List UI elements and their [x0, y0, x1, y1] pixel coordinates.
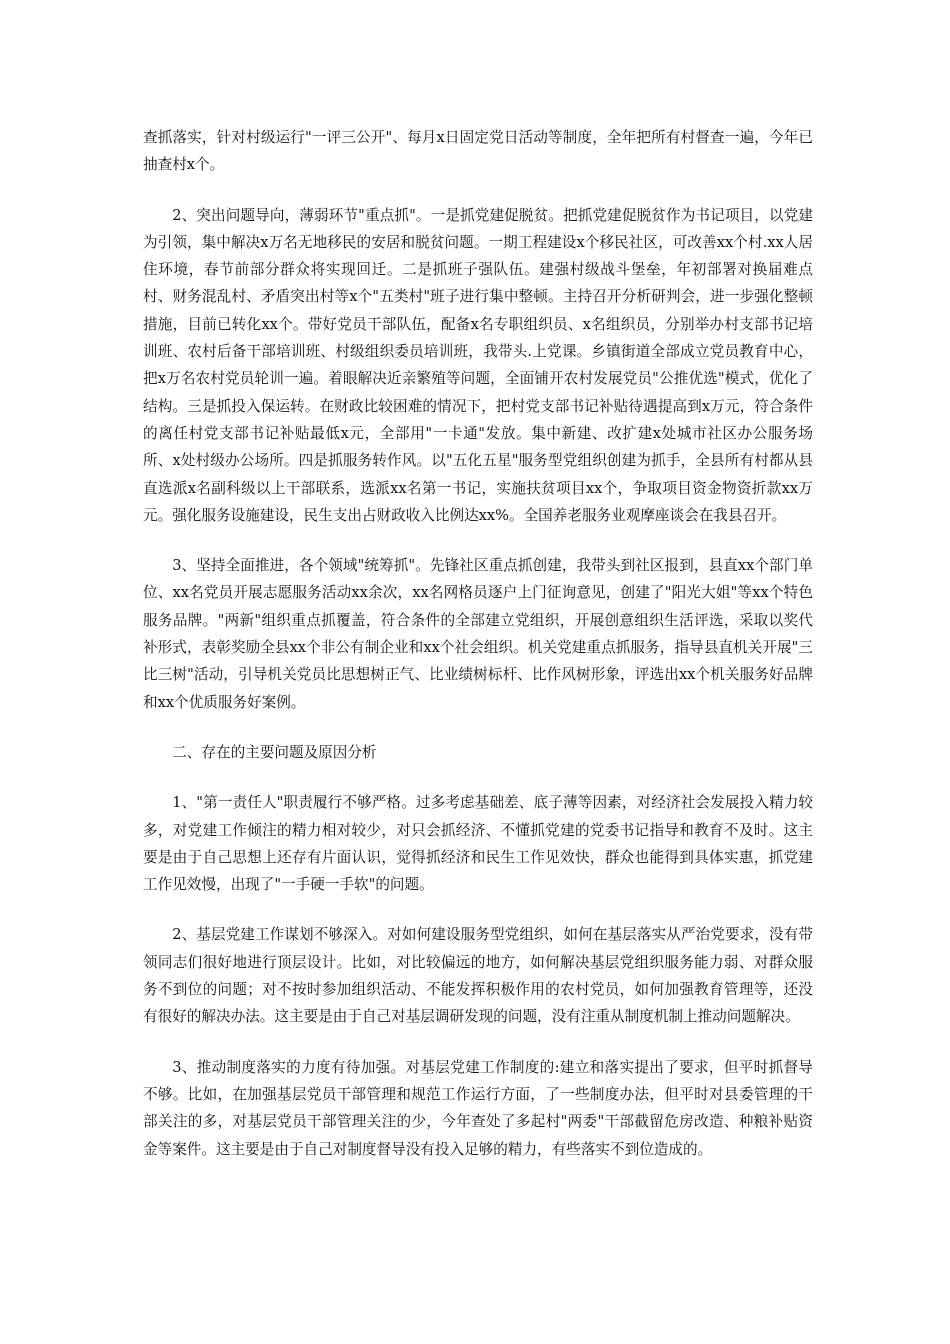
paragraph-problem-2: 2、基层党建工作谋划不够深入。对如何建设服务型党组织，如何在基层落实从严治党要求，没有带领同志们很好地进行顶层设计。比如，对比较偏远的地方，如何解决基层党组织服务能力弱、对群众服务不到位的问题；对不按时参加组织活动、不能发挥积极作用的农村党员，如何加强教育管理等，还没有很好的解决办法。这主要是由于自己对基层调研发现的问题，没有注重从制度机制上推动问题解决。 — [143, 926, 813, 1026]
document-page — [143, 124, 813, 1163]
paragraph-problem-1: 1、"第一责任人"职责履行不够严格。过多考虑基础差、底子薄等因素，对经济社会发展投入精力较多，对党建工作倾注的精力相对较少，对只会抓经济、不懂抓党建的党委书记指导和教育不及时。这主要是由于自己思想上还存有片面认识，觉得抓经济和民生工作见效快，群众也能得到具体实惠，抓党建工作见效慢，出现了"一手硬一手软"的问题。 — [143, 794, 813, 894]
paragraph-key-issues: 2、突出问题导向，薄弱环节"重点抓"。一是抓党建促脱贫。把抓党建促脱贫作为书记项目，以党建为引领，集中解决x万名无地移民的安居和脱贫问题。一期工程建设x个移民社区，可改善xx个村.xx人居住环境，春节前部分群众将实现回迁。二是抓班子强队伍。建强村级战斗堡垒，年初部署对换届难点村、财务混乱村、矛盾突出村等x个"五类村"班子进行集中整顿。主持召开分析研判会，进一步强化整顿措施，目前已转化xx个。带好党员干部队伍，配备x名专职组织员、x名组织员，分别举办村支部书记培训班、农村后备干部培训班、村级组织委员培训班，我带头.上党课。乡镇街道全部成立党员教育中心，把x万名农村党员轮训一遍。着眼解决近亲繁殖等问题，全面铺开农村发展党员"公推优选"模式，优化了结构。三是抓投入保运转。在财政比较困难的情况下，把村党支部书记补贴待遇提高到x万元，符合条件的离任村党支部书记补贴最低x元，全部用"一卡通"发放。集中新建、改扩建x处城市社区办公服务场所、x处村级办公场所。四是抓服务转作风。以"五化五星"服务型党组织创建为抓手，全县所有村都从县直选派x名副科级以上干部联系，选派xx名第一书记，实施扶贫项目xx个，争取项目资金物资折款xx万元。强化服务设施建设，民生支出占财政收入比例达xx%。全国养老服务业观摩座谈会在我县召开。 — [143, 206, 813, 524]
paragraph-problem-3: 3、推动制度落实的力度有待加强。对基层党建工作制度的:建立和落实提出了要求，但平时抓督导不够。比如，在加强基层党员干部管理和规范工作运行方面，了一些制度办法，但平时对县委管理的干部关注的多，对基层党员干部管理关注的少，今年查处了多起村"两委"干部截留危房改造、种粮补贴资金等案件。这主要是由于自己对制度督导没有投入足够的精力，有些落实不到位造成的。 — [143, 1058, 813, 1158]
section-heading-problems: 二、存在的主要问题及原因分析 — [172, 743, 377, 761]
paragraph-continuation: 查抓落实，针对村级运行"一评三公开"、每月x日固定党日活动等制度，全年把所有村督查一遍，今年已抽查村x个。 — [143, 129, 813, 174]
paragraph-overall-coordination: 3、坚持全面推进，各个领域"统筹抓"。先锋社区重点抓创建，我带头到社区报到，县直xx个部门单位、xx名党员开展志愿服务活动xx余次，xx名网格员逐户上门征询意见，创建了"阳光大姐"等xx个特色服务品牌。"两新"组织重点抓覆盖，符合条件的全部建立党组织，开展创意组织生活评选，采取以奖代补形式，表彰奖励全县xx个非公有制企业和xx个社会组织。机关党建重点抓服务，指导县直机关开展"三比三树"活动，引导机关党员比思想树正气、比业绩树标杆、比作风树形象，评选出xx个机关服务好品牌和xx个优质服务好案例。 — [143, 557, 813, 711]
